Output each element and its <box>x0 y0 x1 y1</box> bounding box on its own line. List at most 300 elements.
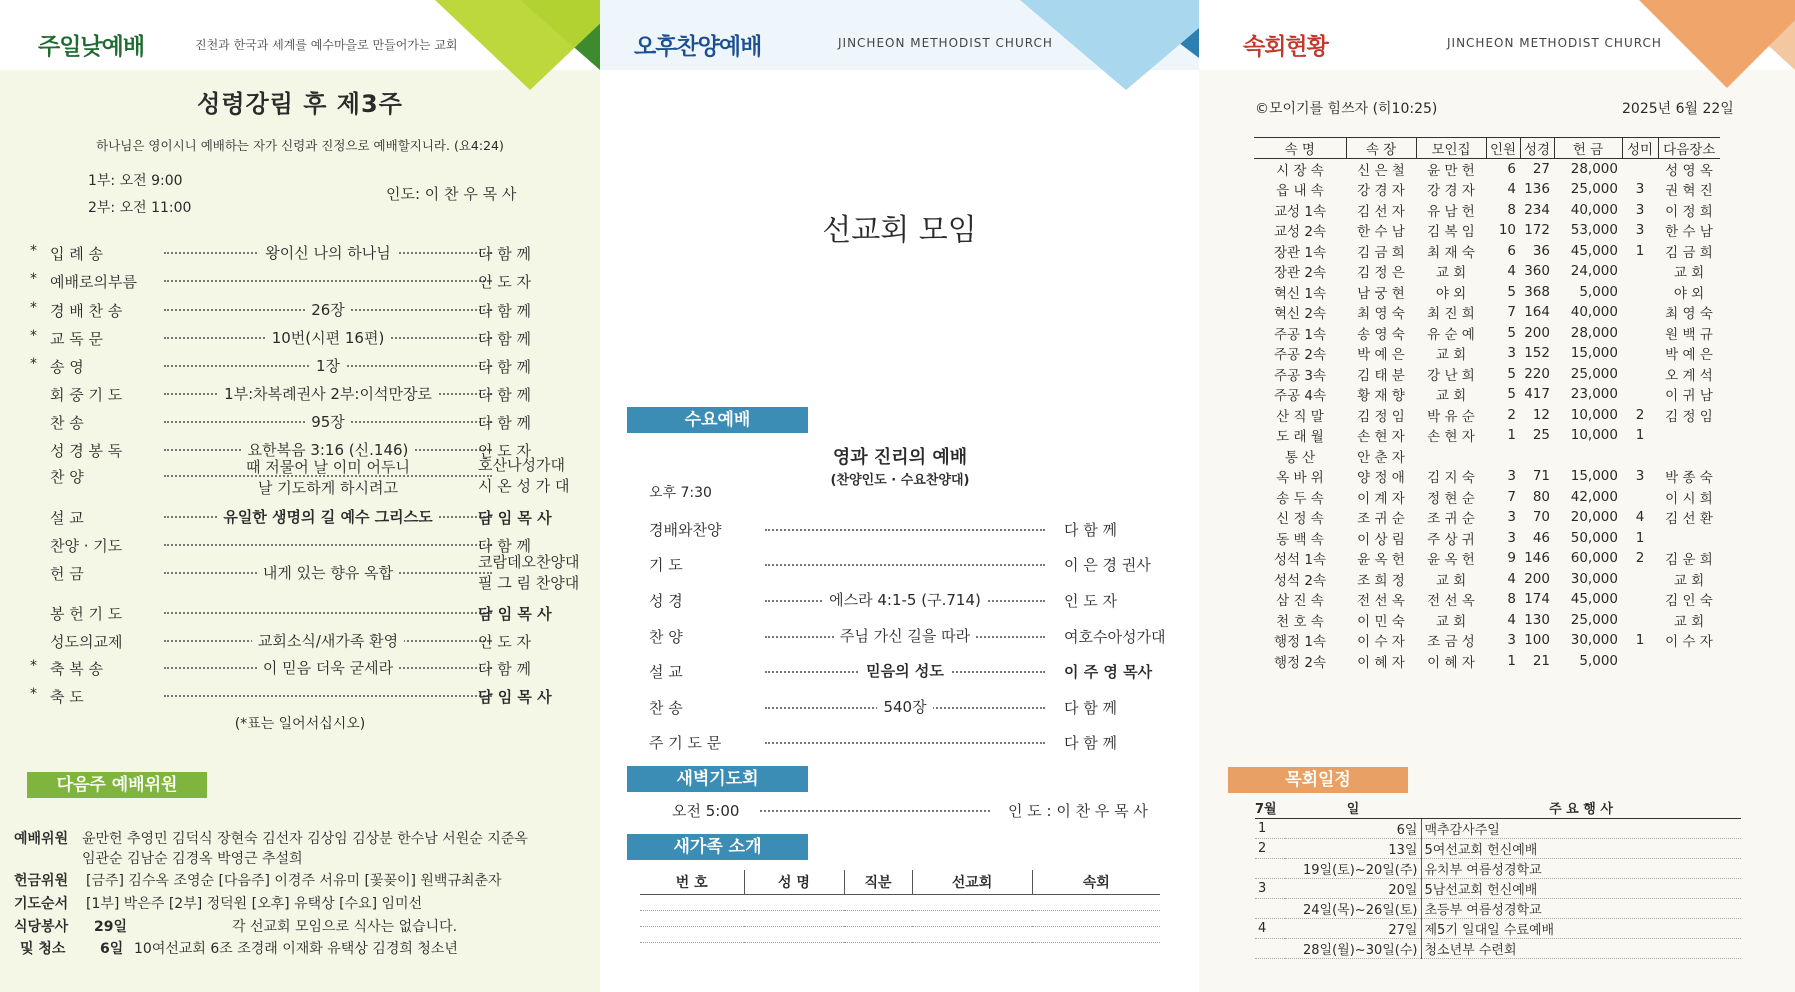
table-cell: 5 <box>1507 283 1516 300</box>
table-cell: 10,000 <box>1570 427 1618 444</box>
table-cell: 신 정 속 <box>1276 511 1324 528</box>
next-week-label: 다음주 예배위원 <box>27 772 207 798</box>
col-leader: 속 장 <box>1346 138 1416 159</box>
col-cell: 속회 <box>1032 870 1160 894</box>
table-cell: 김 복 임 <box>1427 224 1475 241</box>
table-row <box>1254 302 1720 323</box>
table-cell: 4 <box>1507 263 1516 280</box>
order-person: 인 도 자 <box>478 442 532 460</box>
cleaning-day: 6일 <box>100 941 124 957</box>
order-person: 다 함 께 <box>478 537 532 555</box>
church-name: JINCHEON METHODIST CHURCH <box>838 36 1053 50</box>
order-content-text: 교회소식/새가족 환영 <box>252 632 404 650</box>
dawn-prayer-label: 새벽기도회 <box>627 766 808 792</box>
stand-marker: * <box>30 243 37 259</box>
table-cell: 28,000 <box>1570 324 1618 341</box>
schedule-row <box>1255 938 1741 958</box>
schedule-row <box>1255 858 1741 878</box>
table-cell: 최 진 희 <box>1427 306 1475 323</box>
order-row <box>26 683 586 709</box>
table-row <box>1254 282 1720 303</box>
table-row <box>1254 630 1720 651</box>
order-content <box>164 506 492 527</box>
order-label: 경배와찬양 <box>649 521 722 539</box>
table-cell: 양 정 애 <box>1357 470 1405 487</box>
table-cell: 성석 1속 <box>1273 552 1326 569</box>
order-content-text: 95장 <box>305 413 351 431</box>
table-cell <box>1622 569 1658 590</box>
col-bible: 성경 <box>1520 138 1554 159</box>
order-content <box>164 562 492 583</box>
table-cell: 3 <box>1635 201 1645 218</box>
order-content-text: 10번(시편 16편) <box>266 329 391 347</box>
header-cell <box>1199 0 1795 70</box>
col-week: 7월 <box>1255 798 1285 818</box>
table-row <box>1254 425 1720 446</box>
col-mission: 선교회 <box>912 870 1032 894</box>
table-cell: 100 <box>1524 632 1550 649</box>
table-cell: 성 영 옥 <box>1665 163 1713 179</box>
order-row <box>26 325 586 351</box>
order-person: 다 함 께 <box>1064 699 1118 717</box>
order-person <box>478 552 600 594</box>
table-cell: 9 <box>1507 550 1516 567</box>
order-label: 찬 양 <box>50 468 84 486</box>
table-cell <box>1520 446 1554 467</box>
wednesday-label: 수요예배 <box>627 407 808 433</box>
order-content-text: 이 믿음 더욱 굳세라 <box>257 659 399 677</box>
table-row <box>640 894 1160 910</box>
order-content <box>164 355 492 376</box>
table-cell: 3 <box>1507 632 1516 649</box>
order-row <box>26 628 586 654</box>
order-label: 설 교 <box>50 509 84 527</box>
schedule-event: 5여선교회 헌신예배 <box>1421 838 1741 858</box>
table-cell: 1 <box>1635 242 1645 259</box>
order-row <box>26 655 586 681</box>
table-cell: 시 장 속 <box>1276 163 1324 179</box>
table-cell: 주공 1속 <box>1273 326 1326 343</box>
table-cell: 한 수 남 <box>1665 224 1713 241</box>
schedule-row <box>1255 898 1741 918</box>
order-person: 다 함 께 <box>478 660 532 678</box>
table-row <box>1254 528 1720 549</box>
table-cell: 3 <box>1507 345 1516 362</box>
table-cell: 4 <box>1507 570 1516 587</box>
deco-triangle-lime <box>435 0 600 90</box>
table-cell: 주공 2속 <box>1273 347 1326 364</box>
col-next-place: 다음장소 <box>1658 138 1720 159</box>
table-cell <box>1658 651 1720 672</box>
table-cell <box>1658 425 1720 446</box>
table-cell: 5 <box>1507 386 1516 403</box>
worship-committee-label: 예배위원 <box>14 831 69 847</box>
table-cell: 42,000 <box>1570 488 1618 505</box>
table-cell: 조 귀 순 <box>1427 511 1475 528</box>
schedule-event: 맥추감사주일 <box>1421 818 1741 838</box>
table-cell: 강 난 희 <box>1427 367 1475 384</box>
schedule-row <box>1255 918 1741 938</box>
table-cell: 안 춘 자 <box>1357 449 1405 466</box>
service-time-2: 2부: 오전 11:00 <box>88 200 192 216</box>
report-date: 2025년 6월 22일 <box>1622 101 1734 117</box>
table-cell: 25,000 <box>1570 365 1618 382</box>
meal-service-label: 식당봉사 <box>14 919 69 935</box>
table-cell: 손 현 자 <box>1357 429 1405 446</box>
table-cell: 1 <box>1507 427 1516 444</box>
table-cell: 김 금 희 <box>1357 244 1405 261</box>
table-cell: 조 금 성 <box>1427 634 1475 651</box>
order-label: 성 경 봉 독 <box>50 442 123 460</box>
schedule-date: 20일 <box>1285 878 1421 898</box>
table-cell: 8 <box>1507 591 1516 608</box>
order-person: 다 함 께 <box>478 302 532 320</box>
order-label: 설 교 <box>649 663 683 681</box>
leader-dots <box>164 695 492 697</box>
schedule-table <box>1255 798 1741 959</box>
table-cell: 28,000 <box>1570 161 1618 177</box>
table-cell: 5,000 <box>1579 652 1618 669</box>
col-cell-name: 속 명 <box>1254 138 1346 159</box>
table-cell: 2 <box>1635 406 1645 423</box>
table-cell: 2 <box>1635 550 1645 567</box>
table-row <box>1254 405 1720 426</box>
table-cell <box>1622 343 1658 364</box>
table-cell <box>1622 261 1658 282</box>
order-row <box>26 240 586 266</box>
order-content-text: 540장 <box>877 698 932 716</box>
col-host: 모인집 <box>1416 138 1486 159</box>
table-cell: 교성 2속 <box>1273 224 1326 241</box>
order-content <box>164 299 492 320</box>
schedule-week: 3 <box>1255 878 1285 898</box>
service-leader: 인도: 이 찬 우 목 사 <box>386 185 517 203</box>
wednesday-title: 영과 진리의 예배 <box>832 447 968 468</box>
table-cell: 4 <box>1507 181 1516 198</box>
table-cell: 교 회 <box>1435 572 1467 589</box>
order-label: 찬 송 <box>50 414 84 432</box>
table-cell: 권 혁 진 <box>1665 183 1713 200</box>
order-row <box>649 624 1179 650</box>
panel-title: 오후찬양예배 <box>634 34 762 60</box>
table-cell: 417 <box>1524 386 1550 403</box>
table-cell: 234 <box>1524 201 1550 218</box>
table-cell: 46 <box>1532 529 1550 546</box>
dawn-prayer-time: 오전 5:00 <box>672 802 740 820</box>
new-family-label: 새가족 소개 <box>627 834 808 860</box>
table-cell: 1 <box>1635 632 1645 649</box>
table-cell: 4 <box>1507 611 1516 628</box>
table-cell <box>1622 323 1658 344</box>
table-cell: 이 민 숙 <box>1357 613 1405 630</box>
table-cell: 유 순 예 <box>1427 326 1475 343</box>
table-row <box>1254 241 1720 262</box>
table-cell: 21 <box>1532 652 1550 669</box>
stand-marker: * <box>30 356 37 372</box>
table-cell: 송 영 숙 <box>1357 326 1405 343</box>
table-cell: 교 회 <box>1673 572 1705 589</box>
table-row <box>1254 507 1720 528</box>
table-cell: 송 두 속 <box>1276 490 1324 507</box>
table-cell <box>1622 651 1658 672</box>
order-row <box>649 552 1179 578</box>
order-person: 다 함 께 <box>478 245 532 263</box>
schedule-row <box>1255 838 1741 858</box>
order-person-line: 코람데오찬양대 <box>478 553 580 571</box>
order-content-text: 26장 <box>305 301 351 319</box>
table-cell: 12 <box>1532 406 1550 423</box>
table-row <box>1254 343 1720 364</box>
order-label: 축 복 송 <box>50 660 104 678</box>
col-position: 직분 <box>844 870 912 894</box>
schedule-week <box>1255 858 1285 878</box>
church-name: JINCHEON METHODIST CHURCH <box>1447 36 1662 50</box>
table-cell: 5 <box>1507 365 1516 382</box>
order-person: 이 은 경 권사 <box>1064 556 1151 574</box>
panel-title: 주일낮예배 <box>38 34 145 60</box>
table-cell: 이 수 자 <box>1665 634 1713 651</box>
dawn-dots <box>760 810 990 812</box>
table-cell: 200 <box>1524 570 1550 587</box>
table-cell: 행정 1속 <box>1273 634 1326 651</box>
table-cell: 삼 진 속 <box>1276 593 1324 610</box>
order-label: 헌 금 <box>50 565 84 583</box>
cell-group-panel <box>1199 0 1795 992</box>
order-person-line: 시 온 성 가 대 <box>478 477 570 495</box>
wednesday-time: 오후 7:30 <box>649 485 712 501</box>
table-cell: 45,000 <box>1570 591 1618 608</box>
table-cell: 172 <box>1524 222 1550 239</box>
order-content-text: 요한복음 3:16 (신.146) <box>242 441 415 459</box>
table-cell: 10,000 <box>1570 406 1618 423</box>
table-cell: 최 영 숙 <box>1665 306 1713 323</box>
stand-marker: * <box>30 328 37 344</box>
schedule-event: 5남선교회 헌신예배 <box>1421 878 1741 898</box>
schedule-week: 1 <box>1255 818 1285 838</box>
worship-committee-line2: 임관순 김남순 김경옥 박영근 추설희 <box>82 851 303 867</box>
table-cell: 3 <box>1635 222 1645 239</box>
order-person: 다 함 께 <box>478 330 532 348</box>
order-row <box>26 409 586 435</box>
table-cell: 박 예 은 <box>1357 347 1405 364</box>
order-content <box>164 242 492 263</box>
order-content-text: 유일한 생명의 길 예수 그리스도 <box>217 508 438 526</box>
stand-note: (*표는 일어서십시오) <box>234 716 366 732</box>
col-count: 인원 <box>1486 138 1520 159</box>
table-cell: 야 외 <box>1435 285 1467 302</box>
table-cell: 1 <box>1507 652 1516 669</box>
table-cell: 이 귀 남 <box>1665 388 1713 405</box>
table-cell: 박 예 은 <box>1665 347 1713 364</box>
table-row <box>1254 610 1720 631</box>
table-row <box>1254 589 1720 610</box>
schedule-label: 목회일정 <box>1228 767 1408 793</box>
cleaning-text: 10여선교회 6조 조경래 이재화 유택상 김경희 청소년 <box>134 941 458 957</box>
schedule-date: 6일 <box>1285 818 1421 838</box>
table-cell: 장관 1속 <box>1273 244 1326 261</box>
leader-dots <box>164 544 492 546</box>
table-cell: 교 회 <box>1673 613 1705 630</box>
table-cell: 혁신 1속 <box>1273 285 1326 302</box>
order-person <box>478 455 600 497</box>
order-label: 봉 헌 기 도 <box>50 605 123 623</box>
table-cell: 130 <box>1524 611 1550 628</box>
table-cell: 신 은 철 <box>1357 163 1405 179</box>
order-person: 담 임 목 사 <box>478 605 552 623</box>
table-cell: 8 <box>1507 201 1516 218</box>
order-label: 교 독 문 <box>50 330 104 348</box>
table-cell: 김 정 임 <box>1357 408 1405 425</box>
order-label: 송 영 <box>50 358 84 376</box>
order-content <box>765 625 1045 646</box>
order-row <box>26 381 586 407</box>
order-person: 이 주 영 목사 <box>1064 663 1153 681</box>
table-cell <box>1416 446 1486 467</box>
order-row <box>649 517 1179 543</box>
order-person: 여호수아성가대 <box>1064 628 1166 646</box>
table-cell: 10 <box>1498 222 1516 239</box>
order-person: 인 도 자 <box>478 273 532 291</box>
order-label: 성도의교제 <box>50 633 123 651</box>
table-cell <box>1622 384 1658 405</box>
table-row <box>1254 323 1720 344</box>
table-cell: 15,000 <box>1570 468 1618 485</box>
order-content <box>164 630 492 651</box>
table-cell <box>1622 364 1658 385</box>
table-cell: 136 <box>1524 181 1550 198</box>
table-cell: 최 영 숙 <box>1357 306 1405 323</box>
order-content-text: 에스라 4:1-5 (구.714) <box>823 591 987 609</box>
order-content-text: 믿음의 성도 <box>860 662 950 680</box>
schedule-week <box>1255 898 1285 918</box>
order-content-text: 1부:차복례권사 2부:이석만장로 <box>218 385 438 403</box>
table-cell: 25,000 <box>1570 181 1618 198</box>
table-cell: 146 <box>1524 550 1550 567</box>
table-cell: 이 혜 자 <box>1357 654 1405 671</box>
table-cell: 5 <box>1507 324 1516 341</box>
table-row <box>1254 487 1720 508</box>
order-label: 축 도 <box>50 688 84 706</box>
stand-marker: * <box>30 271 37 287</box>
prayer-order-text: [1부] 박은주 [2부] 정덕원 [오후] 유택상 [수요] 임미선 <box>86 896 423 912</box>
order-label: 찬 양 <box>649 628 683 646</box>
table-cell: 이 계 자 <box>1357 490 1405 507</box>
table-cell: 80 <box>1532 488 1550 505</box>
schedule-date: 24일(목)~26일(토) <box>1285 898 1421 918</box>
schedule-event: 유치부 여름성경학교 <box>1421 858 1741 878</box>
table-cell <box>1658 446 1720 467</box>
panel-title: 속회현황 <box>1243 34 1328 60</box>
order-person: 인 도 자 <box>1064 592 1118 610</box>
table-cell: 25,000 <box>1570 611 1618 628</box>
table-cell: 27 <box>1532 161 1550 177</box>
cell-report-table <box>1254 137 1720 671</box>
table-cell: 김 금 희 <box>1665 244 1713 261</box>
order-label: 경 배 찬 송 <box>50 302 123 320</box>
table-cell: 이 정 희 <box>1665 203 1713 220</box>
order-row <box>649 730 1179 756</box>
table-cell <box>1622 589 1658 610</box>
table-cell: 윤 옥 헌 <box>1427 552 1475 569</box>
order-row <box>26 297 586 323</box>
table-cell: 원 백 규 <box>1665 326 1713 343</box>
order-label: 주 기 도 문 <box>649 734 722 752</box>
table-cell: 70 <box>1532 509 1550 526</box>
order-person-line: 호산나성가대 <box>478 456 565 474</box>
table-cell: 유 남 헌 <box>1427 203 1475 220</box>
table-cell: 야 외 <box>1673 285 1705 302</box>
table-cell: 김 선 자 <box>1357 203 1405 220</box>
table-cell: 36 <box>1532 242 1550 259</box>
table-cell: 3 <box>1507 509 1516 526</box>
table-cell: 황 재 향 <box>1357 388 1405 405</box>
table-row <box>1254 446 1720 467</box>
col-rice: 성미 <box>1622 138 1658 159</box>
table-cell: 김 지 숙 <box>1427 470 1475 487</box>
table-row <box>1254 384 1720 405</box>
table-cell: 360 <box>1524 263 1550 280</box>
table-cell: 50,000 <box>1570 529 1618 546</box>
worship-committee-line1: 윤만헌 추영민 김덕식 장현숙 김선자 김상임 김상분 한수남 서원순 지준옥 <box>82 831 528 847</box>
order-person: 담 임 목 사 <box>478 509 552 527</box>
table-cell: 오 계 석 <box>1665 367 1713 384</box>
table-row <box>1254 651 1720 672</box>
offering-committee-label: 헌금위원 <box>14 873 69 889</box>
table-cell: 박 유 순 <box>1427 408 1475 425</box>
order-content <box>765 696 1045 717</box>
motto: ©모이기를 힘쓰자 (히10:25) <box>1255 101 1438 117</box>
order-person: 다 함 께 <box>478 386 532 404</box>
table-cell: 25 <box>1532 427 1550 444</box>
table-row <box>1254 220 1720 241</box>
schedule-event: 청소년부 수련회 <box>1421 938 1741 958</box>
table-cell: 53,000 <box>1570 222 1618 239</box>
order-row <box>26 353 586 379</box>
order-person: 다 함 께 <box>478 358 532 376</box>
table-cell: 교 회 <box>1435 347 1467 364</box>
table-cell: 20,000 <box>1570 509 1618 526</box>
order-row <box>26 504 586 530</box>
order-content-line: 날 기도하게 하시려고 <box>258 479 398 497</box>
order-content <box>164 327 492 348</box>
stand-marker: * <box>30 658 37 674</box>
schedule-week: 2 <box>1255 838 1285 858</box>
table-cell: 전 선 옥 <box>1357 593 1405 610</box>
order-content <box>164 383 492 404</box>
table-cell: 3 <box>1507 529 1516 546</box>
table-cell <box>1658 528 1720 549</box>
leader-dots <box>765 742 1045 744</box>
col-event: 주 요 행 사 <box>1421 798 1741 818</box>
leader-dots <box>164 280 492 282</box>
order-person: 담 임 목 사 <box>478 688 552 706</box>
table-cell: 이 수 자 <box>1357 634 1405 651</box>
table-cell: 교 회 <box>1435 613 1467 630</box>
table-cell: 220 <box>1524 365 1550 382</box>
table-cell: 4 <box>1635 509 1645 526</box>
schedule-date: 13일 <box>1285 838 1421 858</box>
table-cell: 이 시 희 <box>1665 490 1713 507</box>
order-row <box>649 695 1179 721</box>
table-cell: 김 선 환 <box>1665 511 1713 528</box>
table-cell: 3 <box>1635 181 1645 198</box>
meeting-title: 선교회 모임 <box>822 213 977 248</box>
sunday-title: 성령강림 후 제3주 <box>197 90 403 118</box>
table-cell: 1 <box>1635 427 1645 444</box>
table-cell: 30,000 <box>1570 570 1618 587</box>
order-person: 인 도 자 <box>478 633 532 651</box>
table-cell: 15,000 <box>1570 345 1618 362</box>
